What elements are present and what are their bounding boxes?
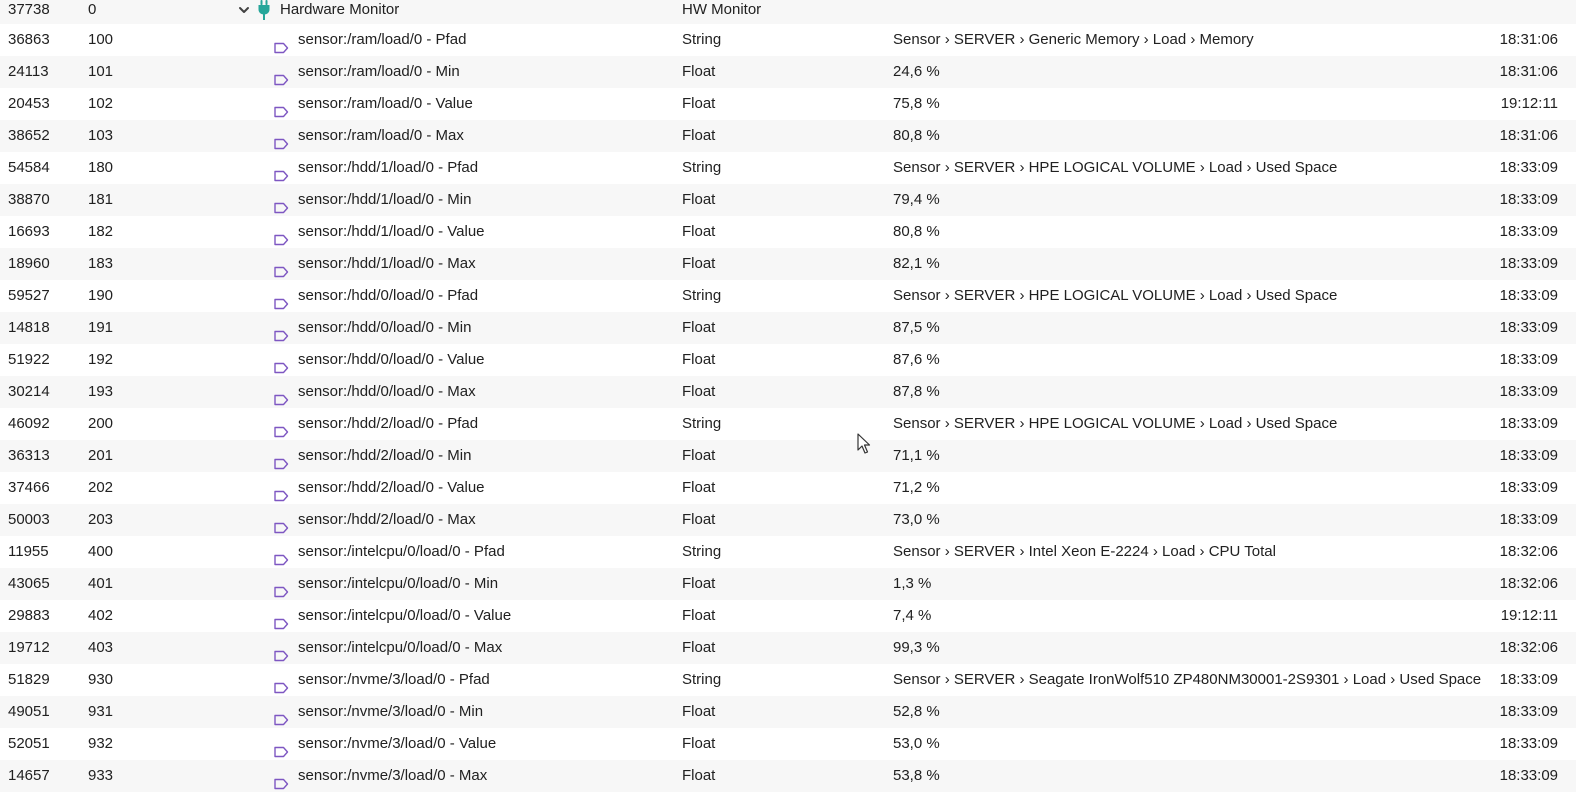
object-name: sensor:/hdd/2/load/0 - Min bbox=[298, 447, 472, 464]
object-id: 49051 bbox=[8, 703, 50, 720]
tag-icon bbox=[274, 66, 289, 78]
object-id: 37466 bbox=[8, 479, 50, 496]
object-number: 100 bbox=[88, 31, 114, 48]
object-name: sensor:/ram/load/0 - Value bbox=[298, 95, 473, 112]
object-type: Float bbox=[682, 447, 716, 464]
object-value: 1,3 % bbox=[893, 575, 932, 592]
object-value: 80,8 % bbox=[893, 127, 940, 144]
object-value: 52,8 % bbox=[893, 703, 940, 720]
object-number: 202 bbox=[88, 479, 114, 496]
object-value: 87,5 % bbox=[893, 319, 940, 336]
table-row[interactable] bbox=[0, 600, 1576, 632]
object-number: 0 bbox=[88, 1, 97, 18]
object-value: 73,0 % bbox=[893, 511, 940, 528]
object-name: sensor:/intelcpu/0/load/0 - Min bbox=[298, 575, 499, 592]
object-name: Hardware Monitor bbox=[280, 1, 400, 18]
object-number: 201 bbox=[88, 447, 114, 464]
table-row[interactable] bbox=[0, 728, 1576, 760]
table-row[interactable] bbox=[0, 696, 1576, 728]
object-number: 101 bbox=[88, 63, 114, 80]
object-timestamp: 18:33:09 bbox=[1499, 511, 1558, 528]
object-number: 192 bbox=[88, 351, 114, 368]
tag-icon bbox=[274, 610, 289, 622]
tag-icon bbox=[274, 770, 289, 782]
object-number: 401 bbox=[88, 575, 114, 592]
object-number: 190 bbox=[88, 287, 114, 304]
object-type: Float bbox=[682, 191, 716, 208]
object-type: Float bbox=[682, 639, 716, 656]
object-type: Float bbox=[682, 703, 716, 720]
tag-icon bbox=[274, 98, 289, 110]
tag-icon bbox=[274, 226, 289, 238]
object-name: sensor:/nvme/3/load/0 - Pfad bbox=[298, 671, 490, 688]
table-row[interactable] bbox=[0, 280, 1576, 312]
object-id: 38652 bbox=[8, 127, 50, 144]
object-number: 932 bbox=[88, 735, 114, 752]
object-value: 53,0 % bbox=[893, 735, 940, 752]
object-id: 20453 bbox=[8, 95, 50, 112]
object-number: 103 bbox=[88, 127, 114, 144]
object-value: 99,3 % bbox=[893, 639, 940, 656]
object-name: sensor:/intelcpu/0/load/0 - Pfad bbox=[298, 543, 505, 560]
table-row-parent[interactable] bbox=[0, 0, 1576, 24]
tag-icon bbox=[274, 418, 289, 430]
tag-icon bbox=[274, 290, 289, 302]
object-type: Float bbox=[682, 127, 716, 144]
tag-icon bbox=[274, 258, 289, 270]
table-row[interactable] bbox=[0, 344, 1576, 376]
object-name: sensor:/hdd/1/load/0 - Min bbox=[298, 191, 472, 208]
chevron-down-icon[interactable] bbox=[236, 2, 252, 18]
tag-icon bbox=[274, 642, 289, 654]
tag-icon bbox=[274, 738, 289, 750]
object-timestamp: 18:33:09 bbox=[1499, 255, 1558, 272]
object-name: sensor:/nvme/3/load/0 - Value bbox=[298, 735, 497, 752]
tag-icon bbox=[274, 546, 289, 558]
object-timestamp: 19:12:11 bbox=[1500, 95, 1558, 112]
object-timestamp: 18:33:09 bbox=[1499, 223, 1558, 240]
object-timestamp: 18:31:06 bbox=[1499, 127, 1558, 144]
object-type: Float bbox=[682, 63, 716, 80]
object-number: 930 bbox=[88, 671, 114, 688]
object-type: Float bbox=[682, 511, 716, 528]
object-name: sensor:/hdd/2/load/0 - Pfad bbox=[298, 415, 479, 432]
object-id: 24113 bbox=[8, 63, 49, 80]
object-type: Float bbox=[682, 479, 716, 496]
object-number: 203 bbox=[88, 511, 114, 528]
table-row[interactable] bbox=[0, 664, 1576, 696]
object-type: String bbox=[682, 31, 722, 48]
object-number: 403 bbox=[88, 639, 114, 656]
table-row[interactable] bbox=[0, 472, 1576, 504]
object-timestamp: 18:33:09 bbox=[1499, 351, 1558, 368]
object-type: HW Monitor bbox=[682, 1, 762, 18]
object-type: Float bbox=[682, 255, 716, 272]
object-value: Sensor › SERVER › Intel Xeon E-2224 › Load › CPU Total bbox=[893, 543, 1276, 560]
object-name: sensor:/hdd/1/load/0 - Value bbox=[298, 223, 485, 240]
object-id: 36313 bbox=[8, 447, 50, 464]
object-id: 51922 bbox=[8, 351, 50, 368]
object-timestamp: 18:33:09 bbox=[1499, 479, 1558, 496]
object-timestamp: 18:32:06 bbox=[1499, 543, 1558, 560]
object-name: sensor:/hdd/0/load/0 - Value bbox=[298, 351, 485, 368]
object-id: 52051 bbox=[8, 735, 50, 752]
object-value: 24,6 % bbox=[893, 63, 940, 80]
table-row[interactable] bbox=[0, 440, 1576, 472]
object-name: sensor:/ram/load/0 - Max bbox=[298, 127, 464, 144]
object-timestamp: 18:33:09 bbox=[1499, 767, 1558, 784]
object-type: Float bbox=[682, 735, 716, 752]
table-row[interactable] bbox=[0, 408, 1576, 440]
object-value: Sensor › SERVER › HPE LOGICAL VOLUME › Load › Used Space bbox=[893, 159, 1338, 176]
object-type: String bbox=[682, 287, 722, 304]
object-name: sensor:/hdd/0/load/0 - Max bbox=[298, 383, 476, 400]
table-row[interactable] bbox=[0, 24, 1576, 56]
object-value: Sensor › SERVER › Generic Memory › Load › Memory bbox=[893, 31, 1254, 48]
object-timestamp: 18:33:09 bbox=[1499, 703, 1558, 720]
tag-icon bbox=[274, 354, 289, 366]
object-number: 193 bbox=[88, 383, 114, 400]
table-row[interactable] bbox=[0, 760, 1576, 792]
object-id: 38870 bbox=[8, 191, 50, 208]
object-type: String bbox=[682, 543, 722, 560]
object-number: 933 bbox=[88, 767, 114, 784]
object-id: 16693 bbox=[8, 223, 50, 240]
object-timestamp: 18:33:09 bbox=[1499, 447, 1558, 464]
object-value: 71,2 % bbox=[893, 479, 940, 496]
object-timestamp: 18:33:09 bbox=[1499, 735, 1558, 752]
object-name: sensor:/hdd/2/load/0 - Max bbox=[298, 511, 476, 528]
object-value: 71,1 % bbox=[893, 447, 940, 464]
object-timestamp: 18:32:06 bbox=[1499, 575, 1558, 592]
object-id: 59527 bbox=[8, 287, 50, 304]
object-number: 931 bbox=[88, 703, 114, 720]
table-row[interactable] bbox=[0, 248, 1576, 280]
tag-icon bbox=[274, 130, 289, 142]
object-number: 402 bbox=[88, 607, 114, 624]
object-timestamp: 18:33:09 bbox=[1499, 191, 1558, 208]
tag-icon bbox=[274, 482, 289, 494]
tag-icon bbox=[274, 34, 289, 46]
object-number: 183 bbox=[88, 255, 114, 272]
table-row[interactable] bbox=[0, 120, 1576, 152]
object-timestamp: 18:32:06 bbox=[1499, 639, 1558, 656]
object-number: 191 bbox=[88, 319, 114, 336]
object-type: Float bbox=[682, 351, 716, 368]
object-value: 75,8 % bbox=[893, 95, 940, 112]
object-id: 43065 bbox=[8, 575, 50, 592]
object-id: 51829 bbox=[8, 671, 50, 688]
object-type: String bbox=[682, 671, 722, 688]
object-type: Float bbox=[682, 95, 716, 112]
object-number: 200 bbox=[88, 415, 114, 432]
object-value: 79,4 % bbox=[893, 191, 940, 208]
object-number: 181 bbox=[88, 191, 114, 208]
object-id: 18960 bbox=[8, 255, 50, 272]
object-name: sensor:/hdd/1/load/0 - Max bbox=[298, 255, 476, 272]
object-type: Float bbox=[682, 383, 716, 400]
object-value: Sensor › SERVER › HPE LOGICAL VOLUME › Load › Used Space bbox=[893, 287, 1338, 304]
object-value: 7,4 % bbox=[893, 607, 932, 624]
table-row[interactable] bbox=[0, 312, 1576, 344]
object-name: sensor:/ram/load/0 - Pfad bbox=[298, 31, 467, 48]
table-row[interactable] bbox=[0, 184, 1576, 216]
object-value: 87,6 % bbox=[893, 351, 940, 368]
object-timestamp: 18:33:09 bbox=[1499, 671, 1558, 688]
object-type: Float bbox=[682, 319, 716, 336]
object-id: 19712 bbox=[8, 639, 50, 656]
object-id: 54584 bbox=[8, 159, 50, 176]
object-number: 182 bbox=[88, 223, 114, 240]
object-value: 80,8 % bbox=[893, 223, 940, 240]
object-name: sensor:/intelcpu/0/load/0 - Value bbox=[298, 607, 512, 624]
tag-icon bbox=[274, 514, 289, 526]
plug-icon bbox=[256, 0, 272, 20]
object-type: Float bbox=[682, 767, 716, 784]
object-name: sensor:/hdd/2/load/0 - Value bbox=[298, 479, 485, 496]
object-type: String bbox=[682, 159, 722, 176]
tag-icon bbox=[274, 322, 289, 334]
tag-icon bbox=[274, 386, 289, 398]
object-number: 102 bbox=[88, 95, 114, 112]
object-timestamp: 18:31:06 bbox=[1499, 63, 1558, 80]
object-value: 53,8 % bbox=[893, 767, 940, 784]
tag-icon bbox=[274, 194, 289, 206]
table-row[interactable] bbox=[0, 536, 1576, 568]
object-name: sensor:/ram/load/0 - Min bbox=[298, 63, 460, 80]
table-row[interactable] bbox=[0, 216, 1576, 248]
object-id: 29883 bbox=[8, 607, 50, 624]
object-timestamp: 18:33:09 bbox=[1499, 287, 1558, 304]
tag-icon bbox=[274, 674, 289, 686]
tag-icon bbox=[274, 578, 289, 590]
object-type: Float bbox=[682, 223, 716, 240]
object-timestamp: 19:12:11 bbox=[1500, 607, 1558, 624]
object-number: 180 bbox=[88, 159, 114, 176]
object-id: 37738 bbox=[8, 1, 50, 18]
object-id: 14657 bbox=[8, 767, 50, 784]
table-row[interactable] bbox=[0, 504, 1576, 536]
object-value: Sensor › SERVER › HPE LOGICAL VOLUME › Load › Used Space bbox=[893, 415, 1338, 432]
object-value: Sensor › SERVER › Seagate IronWolf510 ZP480NM30001-2S9301 › Load › Used Space bbox=[893, 671, 1482, 688]
object-id: 50003 bbox=[8, 511, 50, 528]
object-timestamp: 18:31:06 bbox=[1499, 31, 1558, 48]
object-name: sensor:/hdd/0/load/0 - Min bbox=[298, 319, 472, 336]
object-id: 36863 bbox=[8, 31, 50, 48]
object-name: sensor:/intelcpu/0/load/0 - Max bbox=[298, 639, 503, 656]
object-timestamp: 18:33:09 bbox=[1499, 383, 1558, 400]
object-name: sensor:/nvme/3/load/0 - Min bbox=[298, 703, 484, 720]
object-timestamp: 18:33:09 bbox=[1499, 319, 1558, 336]
object-id: 11955 bbox=[8, 543, 49, 560]
object-type: String bbox=[682, 415, 722, 432]
object-timestamp: 18:33:09 bbox=[1499, 159, 1558, 176]
object-id: 46092 bbox=[8, 415, 50, 432]
object-timestamp: 18:33:09 bbox=[1499, 415, 1558, 432]
table-row[interactable] bbox=[0, 376, 1576, 408]
tag-icon bbox=[274, 450, 289, 462]
table-row[interactable] bbox=[0, 152, 1576, 184]
object-name: sensor:/hdd/1/load/0 - Pfad bbox=[298, 159, 479, 176]
object-number: 400 bbox=[88, 543, 114, 560]
table-row[interactable] bbox=[0, 88, 1576, 120]
object-value: 82,1 % bbox=[893, 255, 940, 272]
object-type: Float bbox=[682, 575, 716, 592]
table-row[interactable] bbox=[0, 568, 1576, 600]
object-type: Float bbox=[682, 607, 716, 624]
object-name: sensor:/nvme/3/load/0 - Max bbox=[298, 767, 488, 784]
tag-icon bbox=[274, 162, 289, 174]
object-id: 14818 bbox=[8, 319, 50, 336]
object-value: 87,8 % bbox=[893, 383, 940, 400]
object-name: sensor:/hdd/0/load/0 - Pfad bbox=[298, 287, 479, 304]
tag-icon bbox=[274, 706, 289, 718]
table-row[interactable] bbox=[0, 632, 1576, 664]
object-id: 30214 bbox=[8, 383, 50, 400]
table-row[interactable] bbox=[0, 56, 1576, 88]
